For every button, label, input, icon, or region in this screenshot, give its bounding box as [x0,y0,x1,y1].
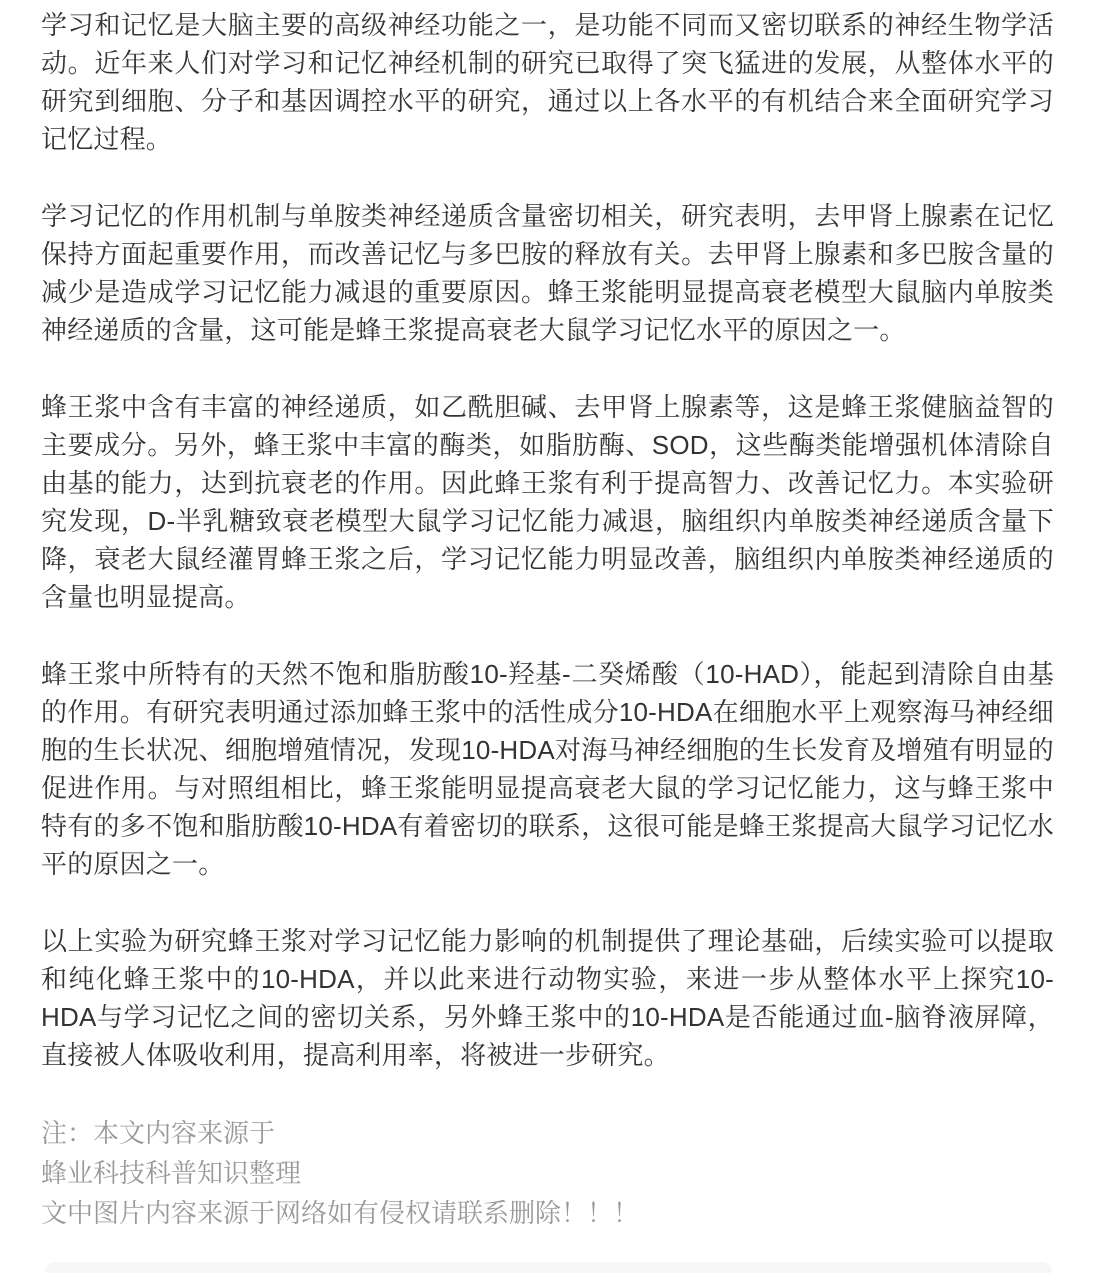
source-note-line: 注：本文内容来源于 [41,1118,276,1148]
bottom-card[interactable] [45,1262,1052,1273]
source-note-line: 蜂业科技科普知识整理 [41,1158,302,1188]
source-note-line: 文中图片内容来源于网络如有侵权请联系删除！！！ [41,1198,640,1228]
article-paragraph: 蜂王浆中所特有的天然不饱和脂肪酸10-羟基-二癸烯酸（10-HAD），能起到清除自由基的作用。有研究表明通过添加蜂王浆中的活性成分10-HDA在细胞水平上观察海马神经细胞的生长状况、细胞增殖情况，发现10-HDA对海马神经细胞的生长发育及增殖有明显的促进作用。与对照组相比，蜂王浆能明显提高衰老大鼠的学习记忆能力，这与蜂王浆中特有的多不饱和脂肪酸10-HDA有着密切的联系，这很可能是蜂王浆提高大鼠学习记忆水平的原因之一。 [41,659,1054,879]
article-paragraph: 以上实验为研究蜂王浆对学习记忆能力影响的机制提供了理论基础，后续实验可以提取和纯化蜂王浆中的10-HDA，并以此来进行动物实验，来进一步从整体水平上探究10-HDA与学习记忆之间的密切关系，另外蜂王浆中的10-HDA是否能通过血-脑脊液屏障，直接被人体吸收利用，提高利用率，将被进一步研究。 [41,926,1054,1070]
source-note [41,1113,1054,1233]
article-paragraph: 蜂王浆中含有丰富的神经递质，如乙酰胆碱、去甲肾上腺素等，这是蜂王浆健脑益智的主要成分。另外，蜂王浆中丰富的酶类，如脂肪酶、SOD，这些酶类能增强机体清除自由基的能力，达到抗衰老的作用。因此蜂王浆有利于提高智力、改善记忆力。本实验研究发现，D-半乳糖致衰老模型大鼠学习记忆能力减退，脑组织内单胺类神经递质含量下降，衰老大鼠经灌胃蜂王浆之后，学习记忆能力明显改善，脑组织内单胺类神经递质的含量也明显提高。 [41,392,1054,612]
article-paragraph: 学习记忆的作用机制与单胺类神经递质含量密切相关，研究表明，去甲肾上腺素在记忆保持方面起重要作用，而改善记忆与多巴胺的释放有关。去甲肾上腺素和多巴胺含量的减少是造成学习记忆能力减退的重要原因。蜂王浆能明显提高衰老模型大鼠脑内单胺类神经递质的含量，这可能是蜂王浆提高衰老大鼠学习记忆水平的原因之一。 [41,201,1054,345]
article-paragraph: 学习和记忆是大脑主要的高级神经功能之一，是功能不同而又密切联系的神经生物学活动。近年来人们对学习和记忆神经机制的研究已取得了突飞猛进的发展，从整体水平的研究到细胞、分子和基因调控水平的研究，通过以上各水平的有机结合来全面研究学习记忆过程。 [41,10,1054,154]
